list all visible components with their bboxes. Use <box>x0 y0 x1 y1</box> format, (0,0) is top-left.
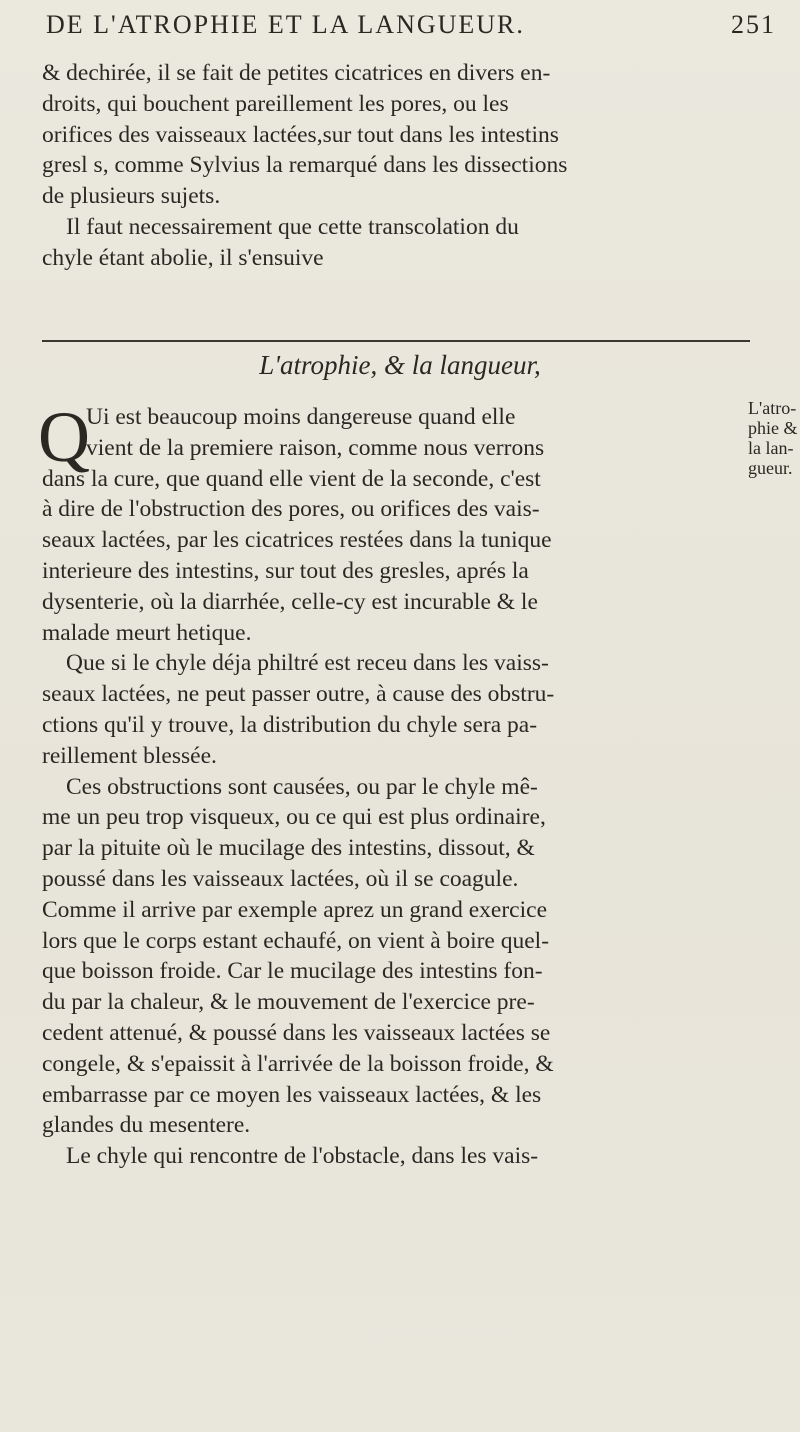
marginal-note-line: gueur. <box>748 458 793 478</box>
text-line: interieure des intestins, sur tout des gresles, aprés la <box>42 557 529 584</box>
text-line: dysenterie, où la diarrhée, celle-cy est incurable & le <box>42 588 538 615</box>
text-line: poussé dans les vaisseaux lactées, où il se coagule. <box>42 865 519 892</box>
text-line: Ui est beaucoup moins dangereuse quand elle <box>86 404 516 430</box>
marginal-note-line: la lan- <box>748 438 794 458</box>
section-divider <box>42 340 750 342</box>
marginal-note <box>748 398 800 478</box>
text-line: malade meurt hetique. <box>42 619 252 646</box>
running-head-title: DE L'ATROPHIE ET LA LANGUEUR. <box>46 10 525 39</box>
text-line: droits, qui bouchent pareillement les pores, ou les <box>42 90 509 117</box>
section-title: L'atrophie, & la langueur, <box>259 350 541 380</box>
text-line: orifices des vaisseaux lactées,sur tout dans les intestins <box>42 121 559 148</box>
text-line: embarrasse par ce moyen les vaisseaux lactées, & les <box>42 1081 542 1108</box>
main-text <box>42 402 742 1172</box>
marginal-note-line: L'atro- <box>748 398 797 418</box>
text-line: lors que le corps estant echaufé, on vient à boire quel- <box>42 927 550 954</box>
text-line: cedent attenué, & poussé dans les vaisseaux lactées se <box>42 1019 551 1046</box>
text-line: & dechirée, il se fait de petites cicatrices en divers en- <box>42 60 551 86</box>
text-line: que boisson froide. Car le mucilage des intestins fon- <box>42 958 543 985</box>
text-line: de plusieurs sujets. <box>42 183 221 210</box>
top-paragraph <box>42 58 742 274</box>
text-line: glandes du mesentere. <box>42 1112 251 1139</box>
text-line: seaux lactées, ne peut passer outre, à cause des obstru- <box>42 681 555 708</box>
text-line: ctions qu'il y trouve, la distribution du chyle sera pa- <box>42 711 538 738</box>
text-line: du par la chaleur, & le mouvement de l'exercice pre- <box>42 989 535 1016</box>
text-line: Comme il arrive par exemple aprez un grand exercice <box>42 896 547 923</box>
text-line: Il faut necessairement que cette transcolation du <box>66 213 519 240</box>
text-line: vient de la premiere raison, comme nous verrons <box>86 434 545 461</box>
running-head <box>46 6 776 46</box>
text-line: congele, & s'epaissit à l'arrivée de la boisson froide, & <box>42 1050 554 1077</box>
text-line: chyle étant abolie, il s'ensuive <box>42 244 324 271</box>
text-line: dans la cure, que quand elle vient de la seconde, c'est <box>42 465 541 492</box>
text-line: Que si le chyle déja philtré est receu dans les vaiss- <box>66 650 549 677</box>
text-line: gresl s, comme Sylvius la remarqué dans les dissections <box>42 152 568 179</box>
text-line: par la pituite où le mucilage des intestins, dissout, & <box>42 835 535 862</box>
text-line: seaux lactées, par les cicatrices restées dans la tunique <box>42 527 552 554</box>
text-line: Ces obstructions sont causées, ou par le chyle mê- <box>66 773 538 800</box>
marginal-note-line: phie & <box>748 418 798 438</box>
text-line: reillement blessée. <box>42 742 217 769</box>
page-number: 251 <box>731 10 776 39</box>
text-line: me un peu trop visqueux, ou ce qui est plus ordinaire, <box>42 804 546 831</box>
text-line: Le chyle qui rencontre de l'obstacle, dans les vais- <box>66 1143 539 1170</box>
drop-cap: Q <box>38 397 90 477</box>
text-line: à dire de l'obstruction des pores, ou orifices des vais- <box>42 496 540 523</box>
